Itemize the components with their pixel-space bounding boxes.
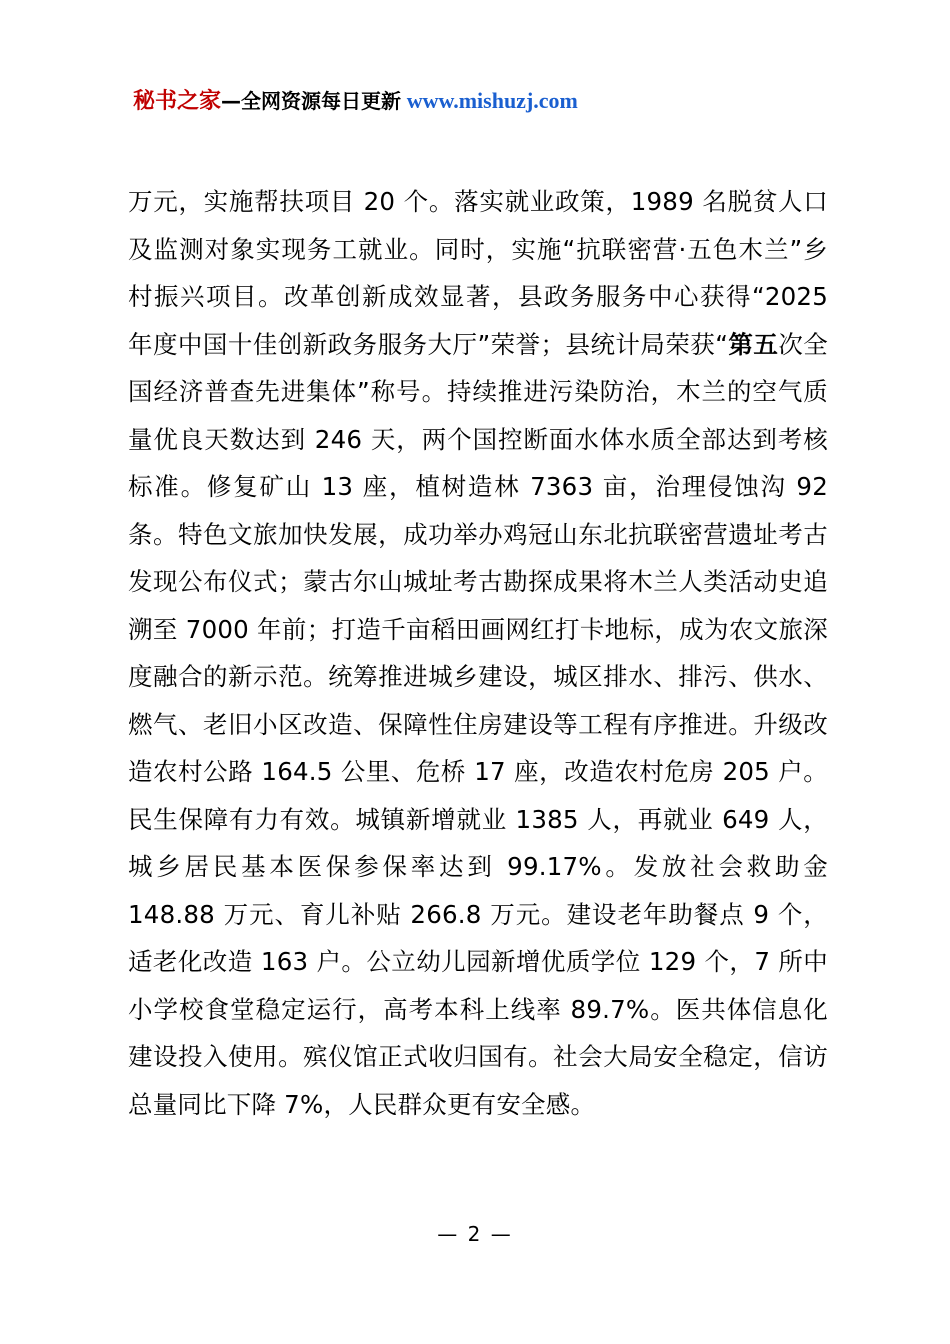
site-tagline: —全网资源每日更新 [221,89,402,113]
site-header [133,86,833,117]
page-footer [0,1222,950,1246]
site-url-link[interactable]: www.mishuzj.com [406,88,578,113]
site-brand: 秘书之家 [133,89,222,114]
paragraph-emphasis: 第五 [728,329,779,359]
document-body [128,178,828,1128]
paragraph-part-1: 万元，实施帮扶项目 20 个。落实就业政策，1989 名脱贫人口及监测对象实现务工就业。同时，实施“抗联密营·五色木兰”乡村振兴项目。改革创新成效显著，县政务服务中心获得“2025 年度中国十佳创新政务服务大厅”荣誉；县统计局荣获“ [128,187,828,359]
paragraph-part-2: 次全国经济普查先进集体”称号。持续推进污染防治，木兰的空气质量优良天数达到 246 天，两个国控断面水体水质全部达到考核标准。修复矿山 13 座，植树造林 7363 亩，治理侵蚀沟 92 条。特色文旅加快发展，成功举办鸡冠山东北抗联密营遗址考古发现公布仪式；蒙古尔山城址考古勘探成果将木兰人类活动史追溯至 7000 年前；打造千亩稻田画网红打卡地标，成为农文旅深度融合的新示范。统筹推进城乡建设，城区排水、排污、供水、燃气、老旧小区改造、保障性住房建设等工程有序推进。升级改造农村公路 164.5 公里、危桥 17 座，改造农村危房 205 户。民生保障有力有效。城镇新增就业 1385 人，再就业 649 人，城乡居民基本医保参保率达到 99.17%。发放社会救助金 148.88 万元、育儿补贴 266.8 万元。建设老年助餐点 9 个，适老化改造 163 户。公立幼儿园新增优质学位 129 个，7 所中小学校食堂稳定运行，高考本科上线率 89.7%。医共体信息化建设投入使用。殡仪馆正式收归国有。社会大局安全稳定，信访总量同比下降 7%，人民群众更有安全感。 [128,329,828,1119]
page-number: — 2 — [437,1222,513,1246]
